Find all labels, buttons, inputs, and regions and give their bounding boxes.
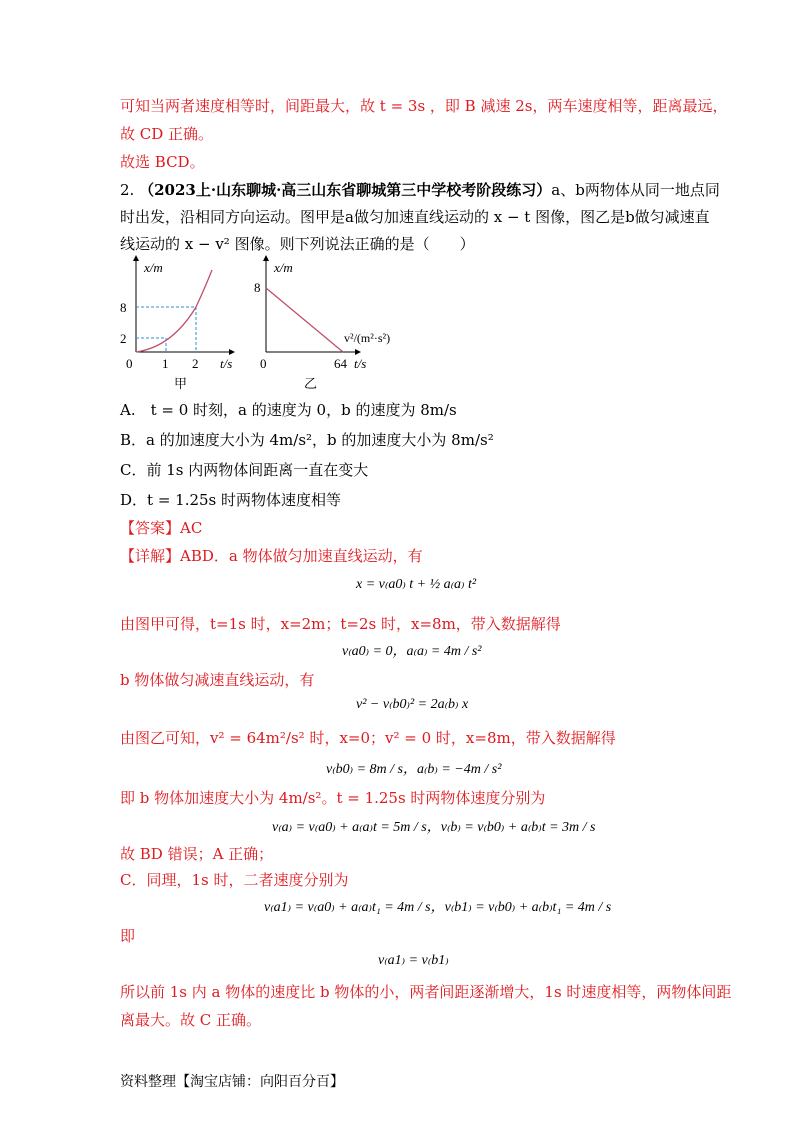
- option-c: C．前 1s 内两物体间距离一直在变大: [120, 461, 369, 479]
- axis-note: v²/(m²·s²): [344, 331, 391, 345]
- y-tick-label: 8: [120, 300, 127, 315]
- question-text: a、b两物体从同一地点同: [551, 181, 720, 199]
- y-tick-label: 2: [120, 331, 127, 346]
- detail-text: 即 b 物体加速度大小为 4m/s²。t = 1.25s 时两物体速度分别为: [120, 789, 546, 807]
- equation: v₍b0₎ = 8m / s，a₍b₎ = −4m / s²: [326, 762, 502, 777]
- x-tick-label: 64: [334, 356, 347, 371]
- y-axis-label: x/m: [144, 260, 163, 275]
- y-intercept-label: 8: [254, 280, 261, 295]
- equation: v₍a0₎ = 0，a₍a₎ = 4m / s²: [342, 644, 482, 659]
- text-line: 故 CD 正确。: [120, 125, 214, 143]
- question-source: （2023上·山东聊城·高三山东省聊城第三中学校考阶段练习）: [139, 181, 552, 199]
- detail-text: 所以前 1s 内 a 物体的速度比 b 物体的小，两者间距逐渐增大，1s 时速度相等，两物体间距: [120, 983, 732, 1001]
- footer: 资料整理【淘宝店铺：向阳百分百】: [120, 1074, 344, 1090]
- detail-text: C．同理，1s 时，二者速度分别为: [120, 871, 349, 889]
- detail-text: b 物体做匀减速直线运动，有: [120, 671, 315, 689]
- text-line: 可知当两者速度相等时，间距最大，故 t = 3s ，即 B 减速 2s，两车速度相等，距离最远，: [120, 97, 728, 115]
- question-text: 线运动的 x − v² 图像。则下列说法正确的是（ ）: [120, 235, 475, 253]
- y-axis-label: x/m: [274, 260, 293, 275]
- equation: v² − v₍b0₎² = 2a₍b₎ x: [356, 697, 469, 712]
- graph-caption: 甲: [174, 376, 188, 391]
- option-d: D．t = 1.25s 时两物体速度相等: [120, 491, 342, 509]
- question-number: 2.: [120, 181, 135, 199]
- x-axis-label: t/s: [220, 356, 233, 371]
- detail-text: 故 BD 错误；A 正确；: [120, 845, 274, 863]
- graph-jia: [112, 252, 252, 392]
- question-text: 时出发，沿相同方向运动。图甲是a做匀加速直线运动的 x − t 图像，图乙是b做匀减速直: [120, 208, 710, 226]
- question-header: [120, 180, 720, 200]
- detail-text: 即: [120, 927, 136, 945]
- line: [266, 288, 343, 352]
- graph-yi: [248, 252, 418, 392]
- detail-text: 【详解】ABD．a 物体做匀加速直线运动，有: [120, 547, 423, 565]
- detail-text: 由图甲可得，t=1s 时，x=2m；t=2s 时，x=8m，带入数据解得: [120, 615, 561, 633]
- x-tick-label: 2: [192, 356, 199, 371]
- option-a: A. t = 0 时刻，a 的速度为 0，b 的速度为 8m/s: [120, 401, 457, 419]
- x-tick-label: 1: [162, 356, 169, 371]
- equation: x = v₍a0₎ t + ½ a₍a₎ t²: [356, 577, 477, 592]
- curve: [136, 270, 212, 352]
- option-b: B．a 的加速度大小为 4m/s²，b 的加速度大小为 8m/s²: [120, 431, 494, 449]
- detail-text: 离最大。故 C 正确。: [120, 1011, 262, 1029]
- x-axis-label: t/s: [354, 356, 367, 371]
- equation: v₍a1₎ = v₍a0₎ + a₍a₎t₁ = 4m / s，v₍b1₎ = v₍b0₎ + a₍b₎t₁ = 4m / s: [264, 900, 612, 915]
- equation: v₍a₎ = v₍a0₎ + a₍a₎t = 5m / s，v₍b₎ = v₍b0₎ + a₍b₎t = 3m / s: [272, 820, 596, 835]
- x-tick-label: 0: [126, 356, 133, 371]
- answer: 【答案】AC: [120, 519, 203, 537]
- x-tick-label: 0: [260, 356, 267, 371]
- text-line: 故选 BCD。: [120, 153, 205, 171]
- detail-text: 由图乙可知，v² = 64m²/s² 时，x=0；v² = 0 时，x=8m，带入数据解得: [120, 729, 616, 747]
- graph-caption: 乙: [304, 376, 318, 391]
- equation: v₍a1₎ = v₍b1₎: [378, 953, 449, 968]
